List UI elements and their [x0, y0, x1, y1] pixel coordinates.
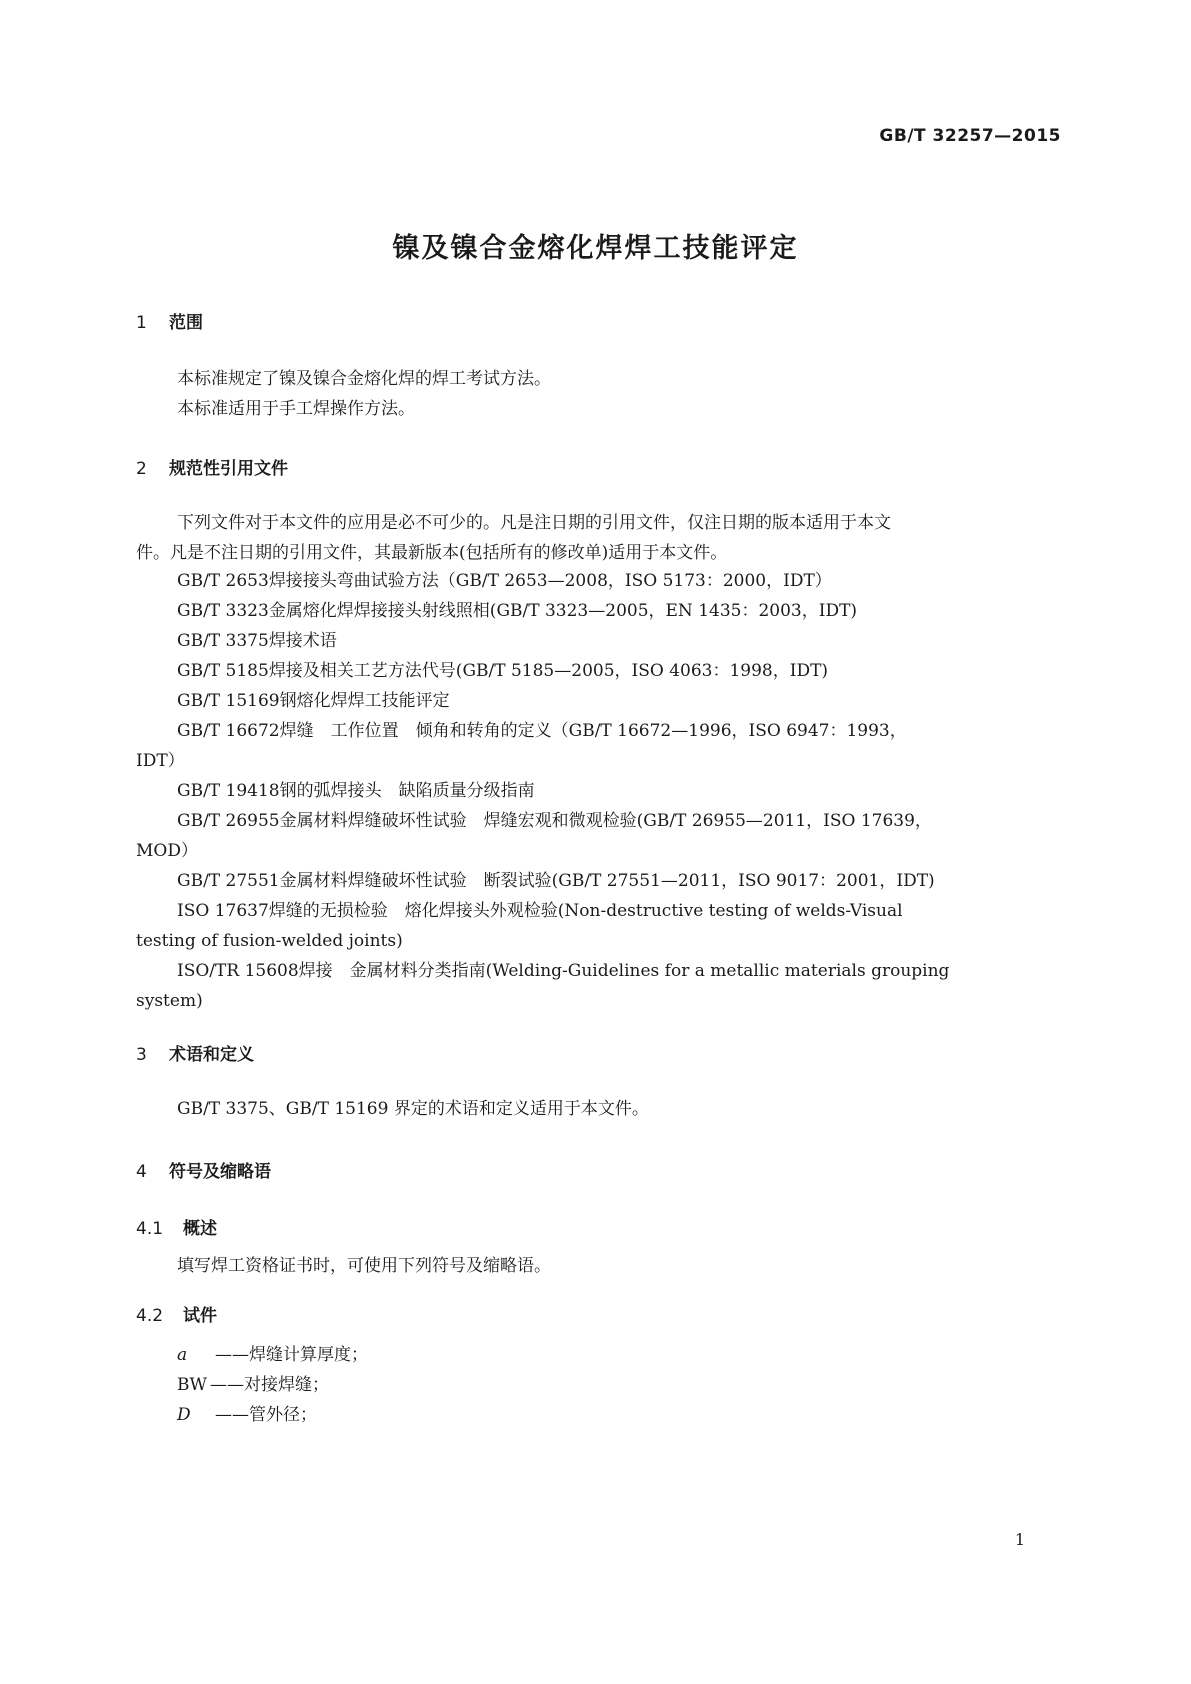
subsection-number: 4.2 [136, 1306, 164, 1326]
reference-entry [177, 716, 1057, 747]
symbol-description: ——对接焊缝； [210, 1375, 329, 1395]
reference-code: GB/T 3375 [177, 631, 269, 651]
reference-text: 焊接 金属材料分类指南(Welding-Guidelines for a metallic materials grouping [298, 961, 950, 981]
section-title: 规范性引用文件 [169, 459, 288, 479]
reference-text: 焊接接头弯曲试验方法（GB/T 2653—2008，ISO 5173：2000，IDT） [268, 571, 832, 591]
symbol: D [177, 1405, 191, 1425]
reference-entry [177, 896, 1057, 927]
subsection-number: 4.1 [136, 1219, 164, 1239]
symbol-entry [177, 1370, 1057, 1401]
reference-text: 焊接术语 [268, 631, 337, 651]
section-1-heading [136, 308, 203, 333]
reference-entry [177, 806, 1057, 837]
section-title: 术语和定义 [169, 1045, 254, 1065]
reference-entry [177, 596, 1057, 627]
reference-code: GB/T 16672 [177, 721, 280, 741]
reference-entry [177, 686, 1057, 717]
symbol: a [177, 1345, 188, 1365]
section-4-heading [136, 1157, 271, 1182]
symbol: BW [177, 1375, 207, 1395]
standard-code: GB/T 32257—2015 [879, 126, 1061, 146]
paragraph: 填写焊工资格证书时，可使用下列符号及缩略语。 [177, 1256, 551, 1276]
section-2-heading [136, 454, 288, 479]
reference-continuation: MOD） [136, 841, 198, 861]
symbol-description: ——焊缝计算厚度； [215, 1345, 368, 1365]
reference-code: ISO 17637 [177, 901, 269, 921]
reference-entry [177, 866, 1057, 897]
reference-code: GB/T 26955 [177, 811, 280, 831]
reference-entry [177, 566, 1057, 597]
reference-code: GB/T 15169 [177, 691, 280, 711]
section-number: 1 [136, 313, 147, 333]
section-title: 范围 [169, 313, 203, 333]
reference-continuation: IDT） [136, 751, 185, 771]
section-3-heading [136, 1040, 254, 1065]
reference-text: 钢的弧焊接头 缺陷质量分级指南 [279, 781, 535, 801]
reference-text: 焊缝 工作位置 倾角和转角的定义（GB/T 16672—1996，ISO 6947：1993， [279, 721, 907, 741]
document-title: 镍及镍合金熔化焊焊工技能评定 [392, 233, 799, 264]
reference-entry [177, 656, 1057, 687]
section-number: 3 [136, 1045, 147, 1065]
reference-text: 金属熔化焊焊接接头射线照相(GB/T 3323—2005，EN 1435：2003，IDT) [268, 601, 858, 621]
symbol-description: ——管外径； [215, 1405, 317, 1425]
paragraph-continuation: 件。凡是不注日期的引用文件，其最新版本(包括所有的修改单)适用于本文件。 [136, 543, 728, 563]
reference-code: GB/T 3323 [177, 601, 269, 621]
paragraph: 本标准适用于手工焊操作方法。 [177, 399, 415, 419]
reference-code: GB/T 5185 [177, 661, 269, 681]
reference-continuation: testing of fusion-welded joints) [136, 931, 403, 951]
symbol-entry [177, 1340, 1057, 1371]
subsection-4-1-heading [136, 1214, 217, 1239]
reference-entry [177, 776, 1057, 807]
reference-text: 钢熔化焊焊工技能评定 [279, 691, 450, 711]
symbol-entry [177, 1400, 1057, 1431]
reference-entry [177, 626, 1057, 657]
reference-continuation: system) [136, 991, 203, 1011]
subsection-title: 试件 [183, 1306, 217, 1326]
page-number: 1 [1014, 1530, 1025, 1549]
reference-text: 金属材料焊缝破坏性试验 断裂试验(GB/T 27551—2011，ISO 9017：2001，IDT) [279, 871, 935, 891]
reference-code: GB/T 2653 [177, 571, 269, 591]
paragraph: 本标准规定了镍及镍合金熔化焊的焊工考试方法。 [177, 369, 551, 389]
subsection-title: 概述 [183, 1219, 217, 1239]
reference-code: ISO/TR 15608 [177, 961, 299, 981]
reference-code: GB/T 27551 [177, 871, 280, 891]
reference-text: 金属材料焊缝破坏性试验 焊缝宏观和微观检验(GB/T 26955—2011，ISO 17639， [279, 811, 932, 831]
reference-code: GB/T 19418 [177, 781, 280, 801]
paragraph: 下列文件对于本文件的应用是必不可少的。凡是注日期的引用文件，仅注日期的版本适用于本文 [177, 513, 891, 533]
section-number: 4 [136, 1162, 147, 1182]
section-number: 2 [136, 459, 147, 479]
section-title: 符号及缩略语 [169, 1162, 271, 1182]
reference-entry [177, 956, 1057, 987]
paragraph: GB/T 3375、GB/T 15169 界定的术语和定义适用于本文件。 [177, 1099, 649, 1119]
reference-text: 焊接及相关工艺方法代号(GB/T 5185—2005，ISO 4063：1998，IDT) [268, 661, 829, 681]
subsection-4-2-heading [136, 1301, 217, 1326]
reference-text: 焊缝的无损检验 熔化焊接头外观检验(Non-destructive testing of welds-Visual [268, 901, 903, 921]
